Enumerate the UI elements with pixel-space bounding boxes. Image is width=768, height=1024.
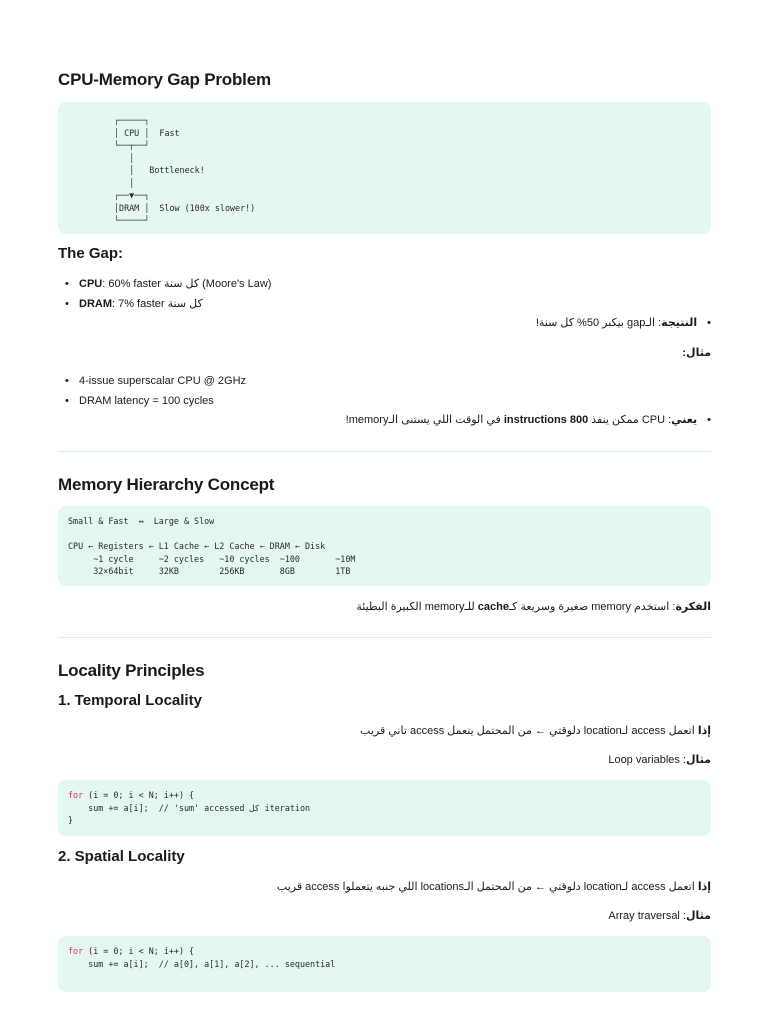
- result-line: •النتيجة: الـgap بيكبر 50% كل سنة!: [535, 317, 711, 329]
- fast-label: Fast: [159, 127, 180, 138]
- the-gap-heading: The Gap:: [58, 245, 124, 262]
- temporal-example: مثال: Loop variables: [608, 754, 711, 766]
- locality-title: Locality Principles: [58, 661, 205, 680]
- list-item: • DRAM latency = 100 cycles: [58, 392, 711, 412]
- meaning-line: •يعني: CPU ممكن ينفذ 800 instructions في الوقت اللي يستنى الـmemory!: [345, 414, 711, 426]
- gap-diagram: ┌─────┐ │ CPU │ Fast └──┬──┘ │ │ Bottleneck! │ ┌──▼──┐ │DRAM │ Slow (100x slower!) └─────┘: [114, 115, 256, 225]
- example-list: [58, 372, 711, 411]
- temporal-rule: إذا اتعمل access لـlocation دلوقتي ← من المحتمل يتعمل access تاني قريب: [360, 725, 711, 737]
- spatial-code-box: [58, 936, 711, 992]
- list-item: • 4-issue superscalar CPU @ 2GHz: [58, 372, 711, 392]
- example-label: مثال:: [682, 347, 711, 359]
- slow-label: Slow (100x slower!): [159, 202, 256, 213]
- list-item: • CPU: 60% faster كل سنة (Moore's Law): [58, 275, 711, 295]
- temporal-code-box: [58, 780, 711, 836]
- hierarchy-title: Memory Hierarchy Concept: [58, 475, 275, 494]
- divider: [58, 637, 711, 638]
- gap-list: [58, 275, 711, 314]
- gap-title: CPU-Memory Gap Problem: [58, 70, 271, 89]
- idea-line: الفكرة: استخدم memory صغيرة وسريعة كـcache للـmemory الكبيرة البطيئة: [356, 601, 711, 613]
- dram-label: DRAM: [119, 202, 140, 213]
- hierarchy-code: Small & Fast ↔ Large & Slow CPU ← Registers ← L1 Cache ← L2 Cache ← DRAM ← Disk ~1 cycle ~2 cycles ~10 cycles ~100 ~10M 32×64bit 32KB 256KB 8GB 1TB: [68, 516, 356, 576]
- gap-diagram-box: [58, 102, 711, 234]
- cpu-label: CPU: [124, 127, 140, 138]
- spatial-heading: 2. Spatial Locality: [58, 848, 185, 865]
- spatial-code: for (i = 0; i < N; i++) { sum += a[i]; // a[0], a[1], a[2], ... sequential: [68, 946, 336, 969]
- hierarchy-code-box: [58, 506, 711, 586]
- divider: [58, 451, 711, 452]
- temporal-heading: 1. Temporal Locality: [58, 692, 202, 709]
- bottleneck-label: Bottleneck!: [149, 165, 205, 175]
- list-item: • DRAM: 7% faster كل سنة: [58, 295, 711, 315]
- temporal-code: for (i = 0; i < N; i++) { sum += a[i]; // 'sum' accessed كل iteration }: [68, 790, 311, 825]
- spatial-example: مثال: Array traversal: [608, 910, 711, 922]
- spatial-rule: إذا اتعمل access لـlocation دلوقتي ← من المحتمل الـlocations اللي جنبه يتعملوا access قريب: [276, 881, 711, 893]
